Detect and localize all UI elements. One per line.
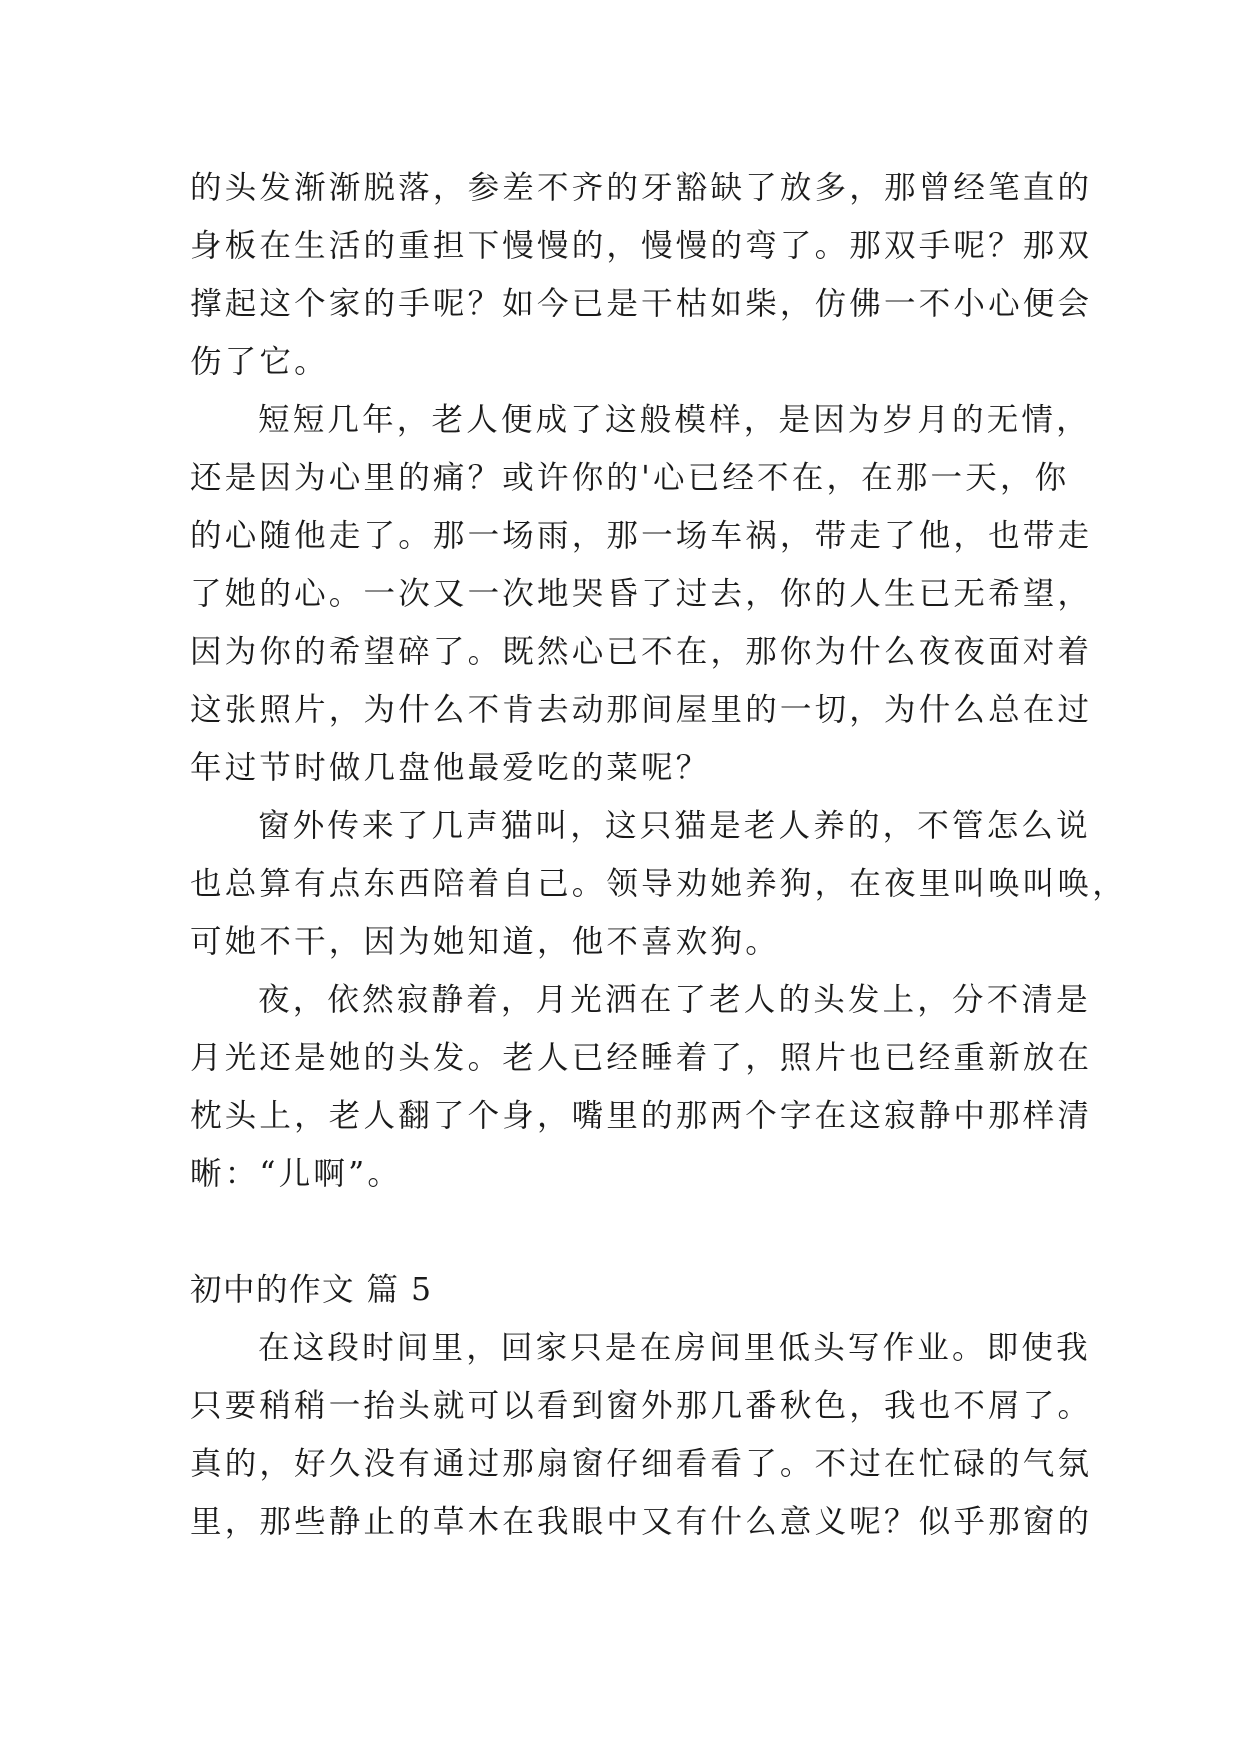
text-line: 可她不干，因为她知道，他不喜欢狗。 bbox=[190, 924, 780, 960]
text-line: 年过节时做几盘他最爱吃的菜呢？ bbox=[190, 750, 711, 786]
text-line: 枕头上，老人翻了个身，嘴里的那两个字在这寂静中那样清 bbox=[190, 1098, 1093, 1134]
text-line: 真的，好久没有通过那扇窗仔细看看了。不过在忙碌的气氛 bbox=[190, 1446, 1093, 1482]
text-line: 里，那些静止的草木在我眼中又有什么意义呢？似乎那窗的 bbox=[190, 1504, 1093, 1540]
paragraph-first-line: 夜，依然寂静着，月光洒在了老人的头发上，分不清是 bbox=[258, 982, 1091, 1018]
paragraph-first-line: 短短几年，老人便成了这般模样，是因为岁月的无情， bbox=[258, 402, 1091, 438]
text-line: 也总算有点东西陪着自己。领导劝她养狗，在夜里叫唤叫唤， bbox=[190, 866, 1127, 902]
text-line: 因为你的希望碎了。既然心已不在，那你为什么夜夜面对着 bbox=[190, 634, 1093, 670]
paragraph-first-line: 在这段时间里，回家只是在房间里低头写作业。即使我 bbox=[258, 1330, 1091, 1366]
text-line: 只要稍稍一抬头就可以看到窗外那几番秋色，我也不屑了。 bbox=[190, 1388, 1093, 1424]
text-line: 撑起这个家的手呢？如今已是干枯如柴，仿佛一不小心便会 bbox=[190, 286, 1093, 322]
text-line: 月光还是她的头发。老人已经睡着了，照片也已经重新放在 bbox=[190, 1040, 1093, 1076]
text-line: 晰：“儿啊”。 bbox=[190, 1156, 403, 1192]
text-line: 的心随他走了。那一场雨，那一场车祸，带走了他，也带走 bbox=[190, 518, 1093, 554]
text-line: 伤了它。 bbox=[190, 344, 329, 380]
paragraph-first-line: 窗外传来了几声猫叫，这只猫是老人养的，不管怎么说 bbox=[258, 808, 1091, 844]
text-line: 了她的心。一次又一次地哭昏了过去，你的人生已无希望， bbox=[190, 576, 1093, 612]
section-heading: 初中的作文 篇 5 bbox=[190, 1272, 433, 1308]
text-line: 这张照片，为什么不肯去动那间屋里的一切，为什么总在过 bbox=[190, 692, 1093, 728]
text-line: 身板在生活的重担下慢慢的，慢慢的弯了。那双手呢？那双 bbox=[190, 228, 1093, 264]
text-line: 还是因为心里的痛？或许你的'心已经不在，在那一天，你 bbox=[190, 460, 1070, 496]
text-line: 的头发渐渐脱落，参差不齐的牙豁缺了放多，那曾经笔直的 bbox=[190, 170, 1093, 206]
